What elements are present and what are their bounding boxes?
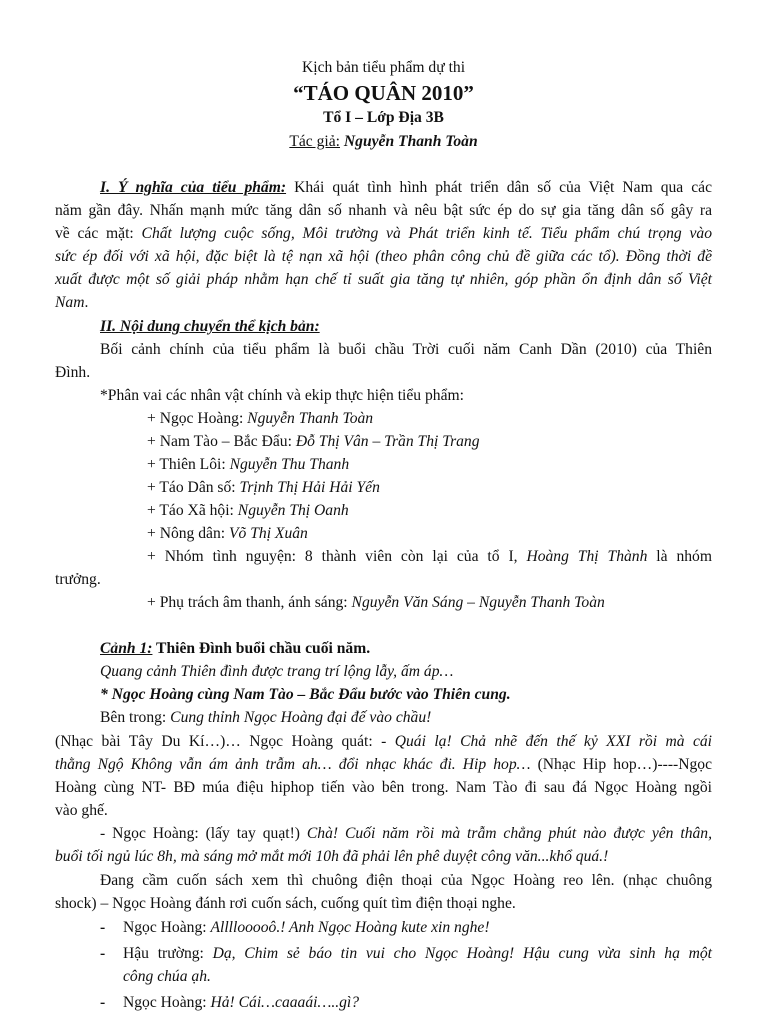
document-subtitle: Kịch bản tiểu phẩm dự thi (301, 59, 466, 76)
scene1-para-1: (Nhạc bài Tây Du Kí…)… Ngọc Hoàng quát: - Quái lạ! Chả nhẽ đến thế kỷ XXI rồi mà cái (55, 733, 713, 750)
scene1-heading: Cảnh 1: Thiên Đình buổi chầu cuối năm. (100, 640, 371, 657)
scene1-entrance: * Ngọc Hoàng cùng Nam Tào – Bắc Đẩu bước vào Thiên cung. (100, 686, 511, 703)
section1-line-4: sức ép đối với xã hội, đặc biệt là tệ nạn xã hội (theo phân công chủ đề giữa các tổ). Đồng thời đề (55, 248, 712, 265)
scene1-ring-1: Đang cầm cuốn sách xem thì chuông điện thoại của Ngọc Hoàng reo lên. (nhạc chuông (100, 872, 712, 889)
document-title: “TÁO QUÂN 2010” (293, 81, 474, 105)
cast-item-sound: + Phụ trách âm thanh, ánh sáng: Nguyễn Văn Sáng – Nguyễn Thanh Toàn (147, 594, 605, 611)
cast-intro: *Phân vai các nhân vật chính và ekip thực hiện tiểu phẩm: (100, 387, 464, 404)
scene1-para-3: Hoàng cùng NT- BĐ múa điệu hiphop tiến vào bên trong. Nam Tào đi sau đá Ngọc Hoàng ngồi (55, 779, 712, 796)
cast-item-tao-xa-hoi: + Táo Xã hội: Nguyễn Thị Oanh (147, 502, 349, 519)
author-name: Nguyễn Thanh Toàn (343, 133, 478, 150)
cast-item-tao-dan-so: + Táo Dân số: Trịnh Thị Hải Hải Yến (147, 479, 380, 496)
cast-item-nam-tao: + Nam Tào – Bắc Đẩu: Đỗ Thị Vân – Trần Thị Trang (147, 433, 480, 450)
section1-line-2: năm gần đây. Nhấn mạnh mức tăng dân số nhanh và nêu bật sức ép do sự gia tăng dân số gây ra (55, 202, 712, 219)
section1-line-5: xuất được một số giải pháp nhằm hạn chế tỉ suất gia tăng tự nhiên, góp phần ổn định dân số Việt (55, 271, 712, 288)
group-line: Tổ I – Lớp Địa 3B (323, 109, 444, 126)
cast-item-volunteers: + Nhóm tình nguyện: 8 thành viên còn lại của tổ I, Hoàng Thị Thành là nhóm (147, 548, 712, 565)
cast-item-nong-dan: + Nông dân: Võ Thị Xuân (147, 525, 308, 542)
section1-line-3: về các mặt: Chất lượng cuộc sống, Môi trường và Phát triển kinh tế. Tiểu phẩm chú trọng vào (55, 225, 712, 242)
cast-item-volunteers-cont: trưởng. (55, 571, 101, 588)
scene1-para-2: thằng Ngộ Không vẫn ám ảnh trẫm ah… đổi nhạc khác đi. Hip hop… (Nhạc Hip hop…)----Ngọc (55, 756, 712, 773)
scene1-quote-1: - Ngọc Hoàng: (lấy tay quạt!) Chà! Cuối năm rồi mà trẫm chẳng phút nào được yên thân, (100, 825, 713, 842)
scene1-inside: Bên trong: Cung thỉnh Ngọc Hoàng đại đế vào chầu! (100, 709, 432, 726)
cast-item-thien-loi: + Thiên Lôi: Nguyễn Thu Thanh (147, 456, 350, 473)
section2-heading: II. Nội dung chuyển thể kịch bản: (100, 318, 320, 335)
section2-line-2: Đình. (55, 364, 91, 381)
section1-heading: I. Ý nghĩa của tiểu phẩm: (100, 179, 287, 196)
cast-item-ngoc-hoang: + Ngọc Hoàng: Nguyễn Thanh Toàn (147, 410, 374, 427)
section2-line-1: Bối cảnh chính của tiểu phẩm là buổi chầu Trời cuối năm Canh Dần (2010) của Thiên (100, 341, 712, 358)
scene1-quote-2: buổi tối ngủ lúc 8h, mà sáng mở mắt mới 10h đã phải lên phê duyệt công văn...khổ quá.! (55, 848, 609, 865)
section1-line-6: Nam. (55, 294, 89, 311)
scene1-setting: Quang cảnh Thiên đình được trang trí lộng lẫy, ấm áp… (100, 663, 454, 680)
section1-line-1: I. Ý nghĩa của tiểu phẩm: Khái quát tình hình phát triển dân số của Việt Nam qua các (100, 179, 712, 196)
document-page: Kịch bản tiểu phẩm dự thi “TÁO QUÂN 2010” Tổ I – Lớp Địa 3B Tác giả: Nguyễn Thanh Toàn I. Ý nghĩa của tiểu phẩm: Khái quát tình hình phát triển dân số của Việt Nam qua các năm gần đây. Nhấn mạnh mức tăng dân số nhanh và nêu bật sức ép do sự gia tăng dân số gây ra về các mặt: Chất lượng cuộc sống, Môi trường và Phát triển kinh tế. Tiểu phẩm chú trọng vào sức ép đối với xã hội, đặc biệt là tệ nạn xã hội (theo phân công chủ đề giữa các tổ). Đồng thời đề xuất được một số giải pháp nhằm hạn chế tỉ suất gia tăng tự nhiên, góp phần ổn định dân số Việt Nam. II. Nội dung chuyển thể kịch bản: Bối cảnh chính của tiểu phẩm là buổi chầu Trời cuối năm Canh Dần (2010) của Thiên Đình. *Phân vai các nhân vật chính và ekip thực hiện tiểu phẩm: + Ngọc Hoàng: Nguyễn Thanh Toàn + Nam Tào – Bắc Đẩu: Đỗ Thị Vân – Trần Thị Trang + Thiên Lôi: Nguyễn Thu Thanh + Táo Dân số: Trịnh Thị Hải Hải Yến + Táo Xã hội: Nguyễn Thị Oanh + Nông dân: Võ Thị Xuân + Nhóm tình nguyện: 8 thành viên còn lại của tổ I, Hoàng Thị Thành là nhóm trưởng. + Phụ trách âm thanh, ánh sáng: Nguyễn Văn Sáng – Nguyễn Thanh Toàn Cảnh 1: Thiên Đình buổi chầu cuối năm. Quang cảnh Thiên đình được trang trí lộng lẫy, ấm áp… * Ngọc Hoàng cùng Nam Tào – Bắc Đẩu bước vào Thiên cung. Bên trong: Cung thỉnh Ngọc Hoàng đại đế vào chầu! (Nhạc bài Tây Du Kí…)… Ngọc Hoàng quát: - Quái lạ! Chả nhẽ đến thế kỷ XXI rồi mà cái thằng Ngộ Không vẫn ám ảnh trẫm ah… đổi nhạc khác đi. Hip hop… (Nhạc Hip hop…)----Ngọc Hoàng cùng NT- BĐ múa điệu hiphop tiến vào bên trong. Nam Tào đi sau đá Ngọc Hoàng ngồi vào ghế. - Ngọc Hoàng: (lấy tay quạt!) Chà! Cuối năm rồi mà trẫm chẳng phút nào được yên thân, buổi tối ngủ lúc 8h, mà sáng mở mắt mới 10h đã phải lên phê duyệt công văn...khổ quá.! Đang cầm cuốn sách xem thì chuông điện thoại của Ngọc Hoàng reo lên. (nhạc chuông shock) – Ngọc Hoàng đánh rơi cuốn sách, cuống quít tìm điện thoại nghe. - Ngọc Hoàng: Allllooooô.! Anh Ngọc Hoàng kute xin nghe! - Hậu trường: Dạ, Chim sẻ báo tin vui cho Ngọc Hoàng! Hậu cung vừa sinh hạ một công chúa ạh. - Ngọc Hoàng: Hả! Cái…caaaái…..gì? (0, 0, 768, 1024)
author-label: Tác giả: (289, 133, 340, 150)
scene1-ring-2: shock) – Ngọc Hoàng đánh rơi cuốn sách, cuống quít tìm điện thoại nghe. (55, 895, 516, 912)
dialogue-line-cont: công chúa ạh. (123, 968, 211, 985)
scene1-para-4: vào ghế. (55, 802, 108, 819)
author-line (55, 131, 712, 153)
